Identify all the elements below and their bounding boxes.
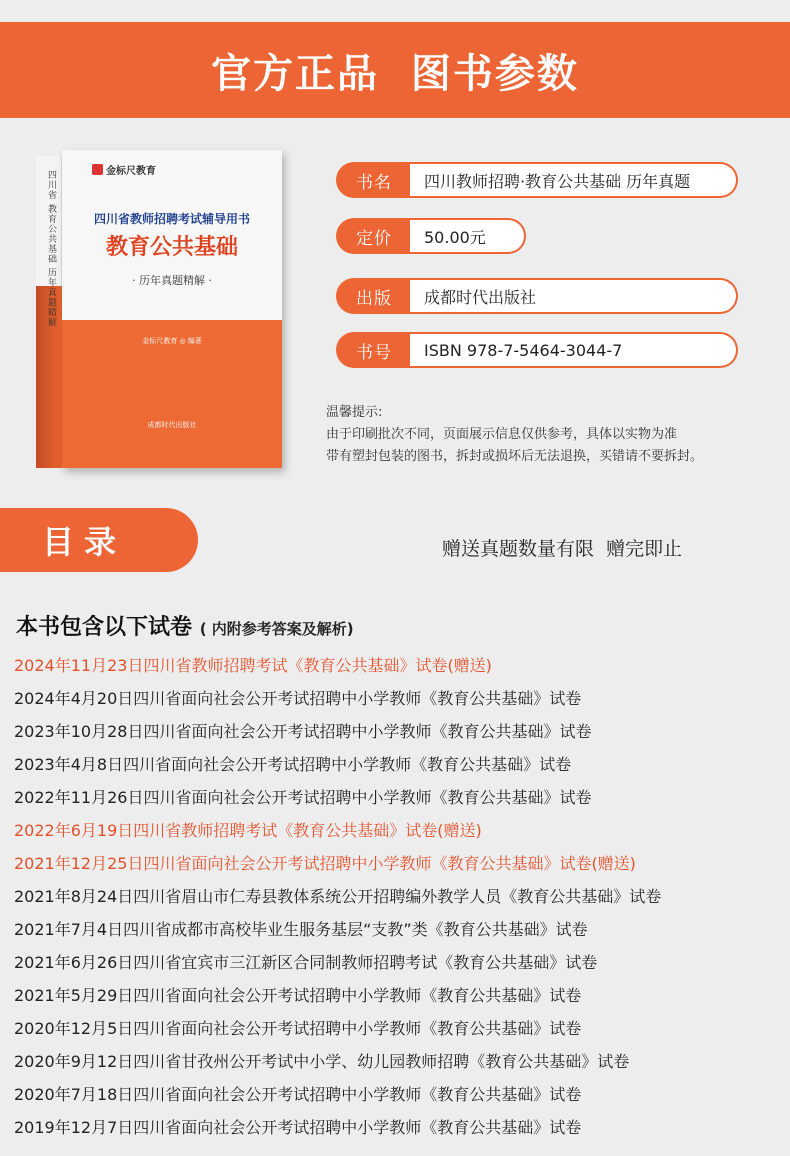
param-label: 书号: [336, 332, 412, 368]
exam-list-item: 2021年12月25日四川省面向社会公开考试招聘中小学教师《教育公共基础》试卷(赠送): [14, 854, 636, 873]
list-heading: [16, 610, 354, 641]
book-logo-text: 金标尺教育: [106, 166, 156, 177]
book-series: · 历年真题精解 ·: [132, 274, 212, 287]
param-value: ISBN 978-7-5464-3044-7: [410, 332, 738, 368]
book-publisher: 金标尺教育 ◎ 编著: [142, 337, 202, 345]
list-heading-text: 本书包含以下试卷: [16, 615, 193, 640]
exam-list-item: 2021年6月26日四川省宜宾市三江新区合同制教师招聘考试《教育公共基础》试卷: [14, 953, 598, 972]
book-title: 教育公共基础: [105, 235, 238, 260]
exam-list: [14, 649, 661, 1144]
exam-list-item: 2021年5月29日四川省面向社会公开考试招聘中小学教师《教育公共基础》试卷: [14, 986, 582, 1005]
book-front: [62, 150, 282, 468]
exam-list-item: 2023年10月28日四川省面向社会公开考试招聘中小学教师《教育公共基础》试卷: [14, 722, 592, 741]
brand-logo-icon: [92, 164, 103, 175]
exam-list-item: 2021年7月4日四川省成都市高校毕业生服务基层“支教”类《教育公共基础》试卷: [14, 920, 588, 939]
book-spine-text: 四川省 教育公共基础 历年真题精解: [46, 170, 56, 328]
notice-line: 由于印刷批次不同，页面展示信息仅供参考，具体以实物为准: [326, 427, 678, 442]
exam-list-item: 2020年12月5日四川省面向社会公开考试招聘中小学教师《教育公共基础》试卷: [14, 1019, 582, 1038]
book-logo: [92, 162, 156, 177]
exam-list-item: 2024年11月23日四川省教师招聘考试《教育公共基础》试卷(赠送): [14, 656, 492, 675]
exam-list-item: 2022年6月19日四川省教师招聘考试《教育公共基础》试卷(赠送): [14, 821, 482, 840]
param-label: 定价: [336, 218, 412, 254]
exam-list-item: 2023年4月8日四川省面向社会公开考试招聘中小学教师《教育公共基础》试卷: [14, 755, 572, 774]
exam-list-item: 2024年4月20日四川省面向社会公开考试招聘中小学教师《教育公共基础》试卷: [14, 689, 582, 708]
param-title: [336, 162, 738, 198]
list-heading-note: ( 内附参考答案及解析): [199, 620, 354, 638]
toc-tab: [0, 508, 198, 572]
param-isbn: [336, 332, 738, 368]
book-cover-image: [36, 150, 282, 468]
param-value: 50.00元: [410, 218, 526, 254]
param-value: 成都时代出版社: [410, 278, 738, 314]
banner-title: 官方正品 图书参数: [211, 50, 579, 97]
param-label: 书名: [336, 162, 412, 198]
page-banner: [0, 22, 790, 118]
notice-title: 温馨提示:: [326, 405, 383, 420]
toc-label: 目录: [42, 523, 127, 561]
exam-list-item: 2022年11月26日四川省面向社会公开考试招聘中小学教师《教育公共基础》试卷: [14, 788, 592, 807]
book-subtitle: 四川省教师招聘考试辅导用书: [93, 212, 250, 226]
exam-list-item: 2021年8月24日四川省眉山市仁寿县教体系统公开招聘编外教学人员《教育公共基础》试卷: [14, 887, 662, 906]
book-press: 成都时代出版社: [147, 421, 197, 429]
gift-notice: 赠送真题数量有限 赠完即止: [442, 538, 683, 560]
exam-list-item: 2020年7月18日四川省面向社会公开考试招聘中小学教师《教育公共基础》试卷: [14, 1085, 582, 1104]
param-publisher: [336, 278, 738, 314]
exam-list-item: 2019年12月7日四川省面向社会公开考试招聘中小学教师《教育公共基础》试卷: [14, 1118, 582, 1137]
notice-box: [326, 402, 703, 468]
exam-list-item: 2020年9月12日四川省甘孜州公开考试中小学、幼儿园教师招聘《教育公共基础》试卷: [14, 1052, 630, 1071]
param-value: 四川教师招聘·教育公共基础 历年真题: [410, 162, 738, 198]
param-label: 出版: [336, 278, 412, 314]
param-price: [336, 218, 526, 254]
notice-line: 带有塑封包装的图书，拆封或损坏后无法退换，买错请不要拆封。: [326, 449, 704, 464]
